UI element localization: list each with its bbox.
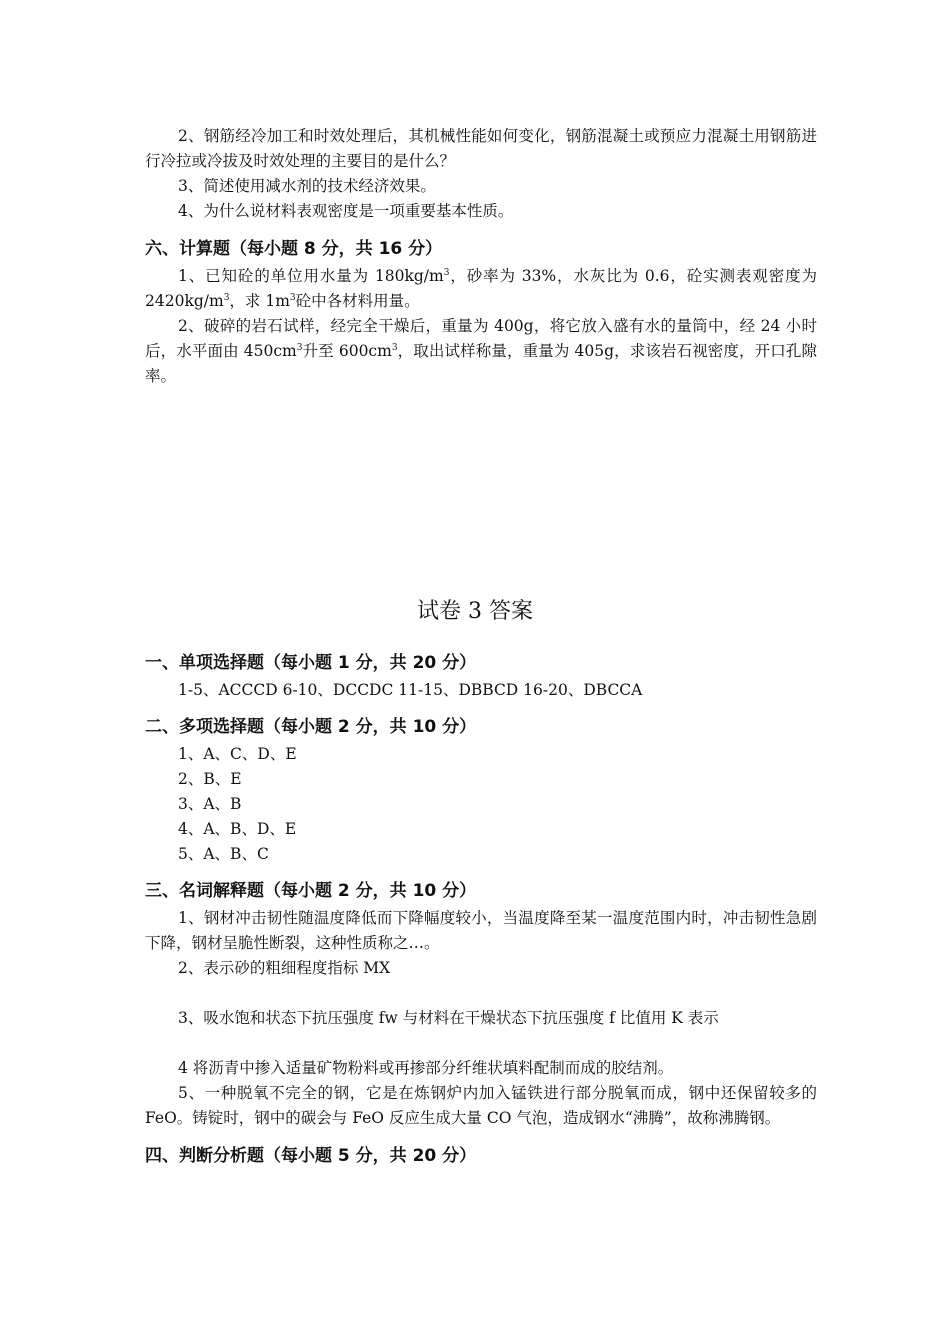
section2-answer-3: 3、A、B xyxy=(178,795,242,813)
section3-answer-3: 3、吸水饱和状态下抗压强度 fw 与材料在干燥状态下抗压强度 f 比值用 K 表示 xyxy=(178,1009,719,1027)
section3-answer-4: 4 将沥青中掺入适量矿物粉料或再掺部分纤维状填料配制而成的胶结剂。 xyxy=(178,1059,674,1077)
answer-title: 试卷 3 答案 xyxy=(417,599,533,624)
section4-heading: 四、判断分析题（每小题 5 分，共 20 分） xyxy=(145,1146,477,1166)
calc-question-2: 2、破碎的岩石试样，经完全干燥后，重量为 400g，将它放入盛有水的量筒中，经 24 小时后，水平面由 $450cm^3$升至 $600cm^3$，取出试样称量，重量为 405g，求该岩石视密度，开口孔隙率。 xyxy=(145,317,818,385)
section3-answer-1: 1、钢材冲击韧性随温度降低而下降幅度较小，当温度降至某一温度范围内时，冲击韧性急剧下降，钢材呈脆性断裂，这种性质称之…。 xyxy=(145,909,817,952)
section2-heading: 二、多项选择题（每小题 2 分，共 10 分） xyxy=(145,717,477,737)
section3-answer-5: 5、一种脱氧不完全的钢，它是在炼钢炉内加入锰铁进行部分脱氧而成，钢中还保留较多的 FeO。铸锭时，钢中的碳会与 FeO 反应生成大量 CO 气泡，造成钢水“沸腾”，故称沸腾钢。 xyxy=(145,1084,817,1127)
calc-section-heading: 六、计算题（每小题 8 分，共 16 分） xyxy=(145,239,443,259)
question-4: 4、为什么说材料表观密度是一项重要基本性质。 xyxy=(178,202,514,220)
section2-answer-5: 5、A、B、C xyxy=(178,845,269,863)
section3-answer-2: 2、表示砂的粗细程度指标 MX xyxy=(178,959,391,977)
question-2: 2、钢筋经冷加工和时效处理后，其机械性能如何变化，钢筋混凝土或预应力混凝土用钢筋进行冷拉或冷拔及时效处理的主要目的是什么？ xyxy=(145,127,817,170)
section1-heading: 一、单项选择题（每小题 1 分，共 20 分） xyxy=(145,653,477,673)
section2-answer-2: 2、B、E xyxy=(178,770,242,788)
section2-answer-1: 1、A、C、D、E xyxy=(178,745,297,763)
section1-answer: 1-5、ACCCD 6-10、DCCDC 11-15、DBBCD 16-20、DBCCA xyxy=(178,681,643,699)
section2-answer-4: 4、A、B、D、E xyxy=(178,820,297,838)
calc-question-1: 1、已知砼的单位用水量为 $180kg/m^3$，砂率为 33%，水灰比为 0.6，砼实测表观密度为 $2420kg/m^3$，求 $1m^3$砼中各材料用量。 xyxy=(145,267,817,310)
section3-heading: 三、名词解释题（每小题 2 分，共 10 分） xyxy=(145,881,477,901)
question-3: 3、简述使用减水剂的技术经济效果。 xyxy=(178,177,436,195)
